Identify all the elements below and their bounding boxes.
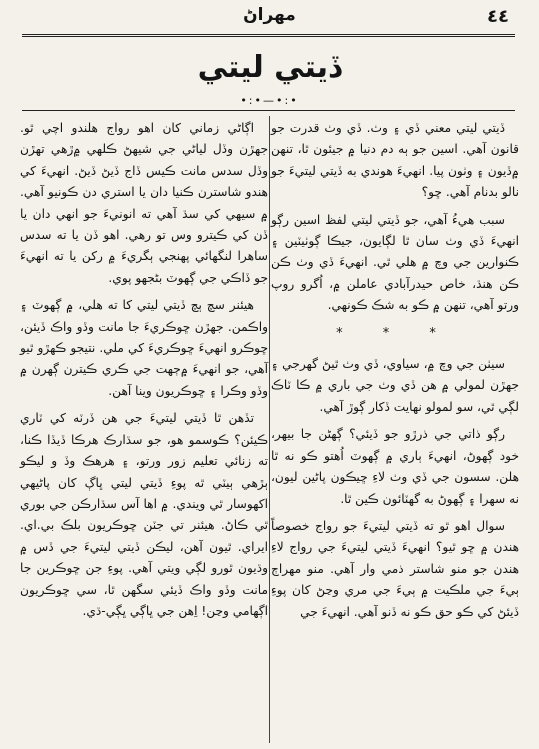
paragraph: هيئنر سچ ٻچ ڏيتي ليتي کا ته هلي، ۾ ڳهوٽ ۽ واڪمن. جهڙن ڇوڪريءَ جا مانت وڏو واڪ ڏيئن، ڇوڪرو انهيءَ ڇوڪريءَ کي ملي. نتيجو ڪهڙو ٿيو آهي، جو انهيءَ ۾ڄهت جي ڪري ڪيترن ڳهرن ۾ وڏو وڪرا ۽ ڇوڪريون وينا آهن. [20, 298, 268, 398]
paragraph: سبب هيءُ آهي، جو ڏيتي ليتي لفظ اسين رڳو انهيءَ ڏي وٺ سان ٿا لڳايون، جيڪا ڳوٺيٽين ۽ ڪنوارين جي وچ ۾ هلي ٿي. انهيءَ ڏي وٺ ڪن ڪن هنڌ، خاص حيدرآبادي عاملن ۾، اُگرو روپ ورتو آهي، تنهن ۾ ڪو به شڪ ڪونهي. [271, 212, 519, 313]
paragraph: رڳو ذاتي جي ذرڙو جو ڏيئي؟ ڳهڻن جا بيهر، خود ڳهوڻ، انهيءَ ٻاري ۾ ڳهوٽ اُهتو ڪو نه ٿا هلن. سسون جي ڏي وٺ لاءِ ڇيڪون پاڻين ليون، نه سهرا ۽ ڳهوڻ به گهٽائون ڪين ٿا. [271, 427, 519, 506]
paragraph: ڏيتي ليتي معني ڏي ۽ وٺ. ڏي وٺ قدرت جو قانون آهي. اسين جو ٻه دم دنيا ۾ جيئون ٿا، تنهن ۾ڏيون ۽ وٺون پيا. انهيءَ هوندي به ڏيتي ليتيءَ جو نالو بدنام آهي. ڇو؟ [271, 121, 519, 200]
header-double-rule [22, 34, 515, 37]
title-rule [22, 110, 515, 111]
right-column [271, 118, 519, 629]
paragraph: اڳاڻي زماني کان اهو رواج هلندو اچي ٿو. جهڙن وڏل لياڻي جي شيهڻ ڪلهي ۾ڙهي تهڙن وڏل سدس مانت ڪيس ڏاج ڏيڻ ڏيڻ. انهيءَ کي هندو شاسترن ڪنيا دان يا استري دن ڪونيو آهي. ۾ سيهي کي سڌ آهي ته انونيءَ جو انهي دان يا ڏن کي ڪيترو وس تو رهي. اهو ڏن يا ته سدس ساهرا لنگهائي پهنجي ٻگريءَ ۾ رکن يا ته انهيءَ جو ڏاڪي جي ڳهوٽ بڻجهو پوي. [20, 121, 268, 285]
page-number: ٤٤ [487, 6, 509, 27]
paragraph: تڏهن ٿا ڏيتي ليتيءَ جي هن ڏرٽه کي ٽاري ڪيئن؟ ڪوسمو هو، جو سڌارڪ هرڪا ڏيڏا ڪنا، ته زنائي تعليم زور ورتو، ۽ هرهڪ وڏ و ليڪو ٻڙهي ٻيٽي ٿه پوءِ ڏيتي ليتي ڀاڳ کان پاڻيهي اکهوسار ٿي ويندي. ۾ اها آس سڌارڪن جي بوري ٿي ڪاڻ. هيئنر تي جٽن ڇوڪريون بلڪ بي.اي. ايراي. ٿيون آهن، ليڪن ڏيتي ليتيءَ جي ڏس ۾ وڌيون ٿورو لڳي ويتي آهي. پوءِ جن ڇوڪرين جا مانت وڏو واڪ ڏيئي سگهن ٿا، سي ڇوڪريون اڳهامي وڃن! اِهن جي ڀاڳي ڀڳي-ڌي. [20, 411, 268, 618]
paragraph: سوال اهو ٿو ته ڏيتي ليتيءَ جو رواج خصوصاً هندن ۾ ڇو ٿيو؟ انهيءَ ڏيتي ليتيءَ جي رواج لاءِ هندن جو منو شاستر ذمي وار آهي. منو مهراڄ ٻيءَ جي ملڪيت ۾ ٻيءَ جي مري وڃڻ کان پوءِ ڏيئڻ کي ڪو حق ڪو نه ڏنو آهي. انهيءَ جي [271, 518, 519, 619]
running-title: مهراڻ [243, 5, 296, 25]
left-column [20, 118, 268, 628]
section-break-stars: * * * [336, 325, 454, 341]
column-divider [269, 116, 270, 743]
title-ornament: •:•—•:• [240, 94, 299, 107]
article-title: ڏيتي ليتي [197, 50, 342, 85]
paragraph: سيٺن جي وچ ۾، سياوي، ڏي وٺ ٿيڻ گهرجي ۽ جهڙن لمولي ۾ هن ڏي وٺ جي باري ۾ ڪا ٽاڪ لڳي ٿي، سو لمولو نهايت ڏکار ڳوڙ آهي. [271, 357, 519, 414]
